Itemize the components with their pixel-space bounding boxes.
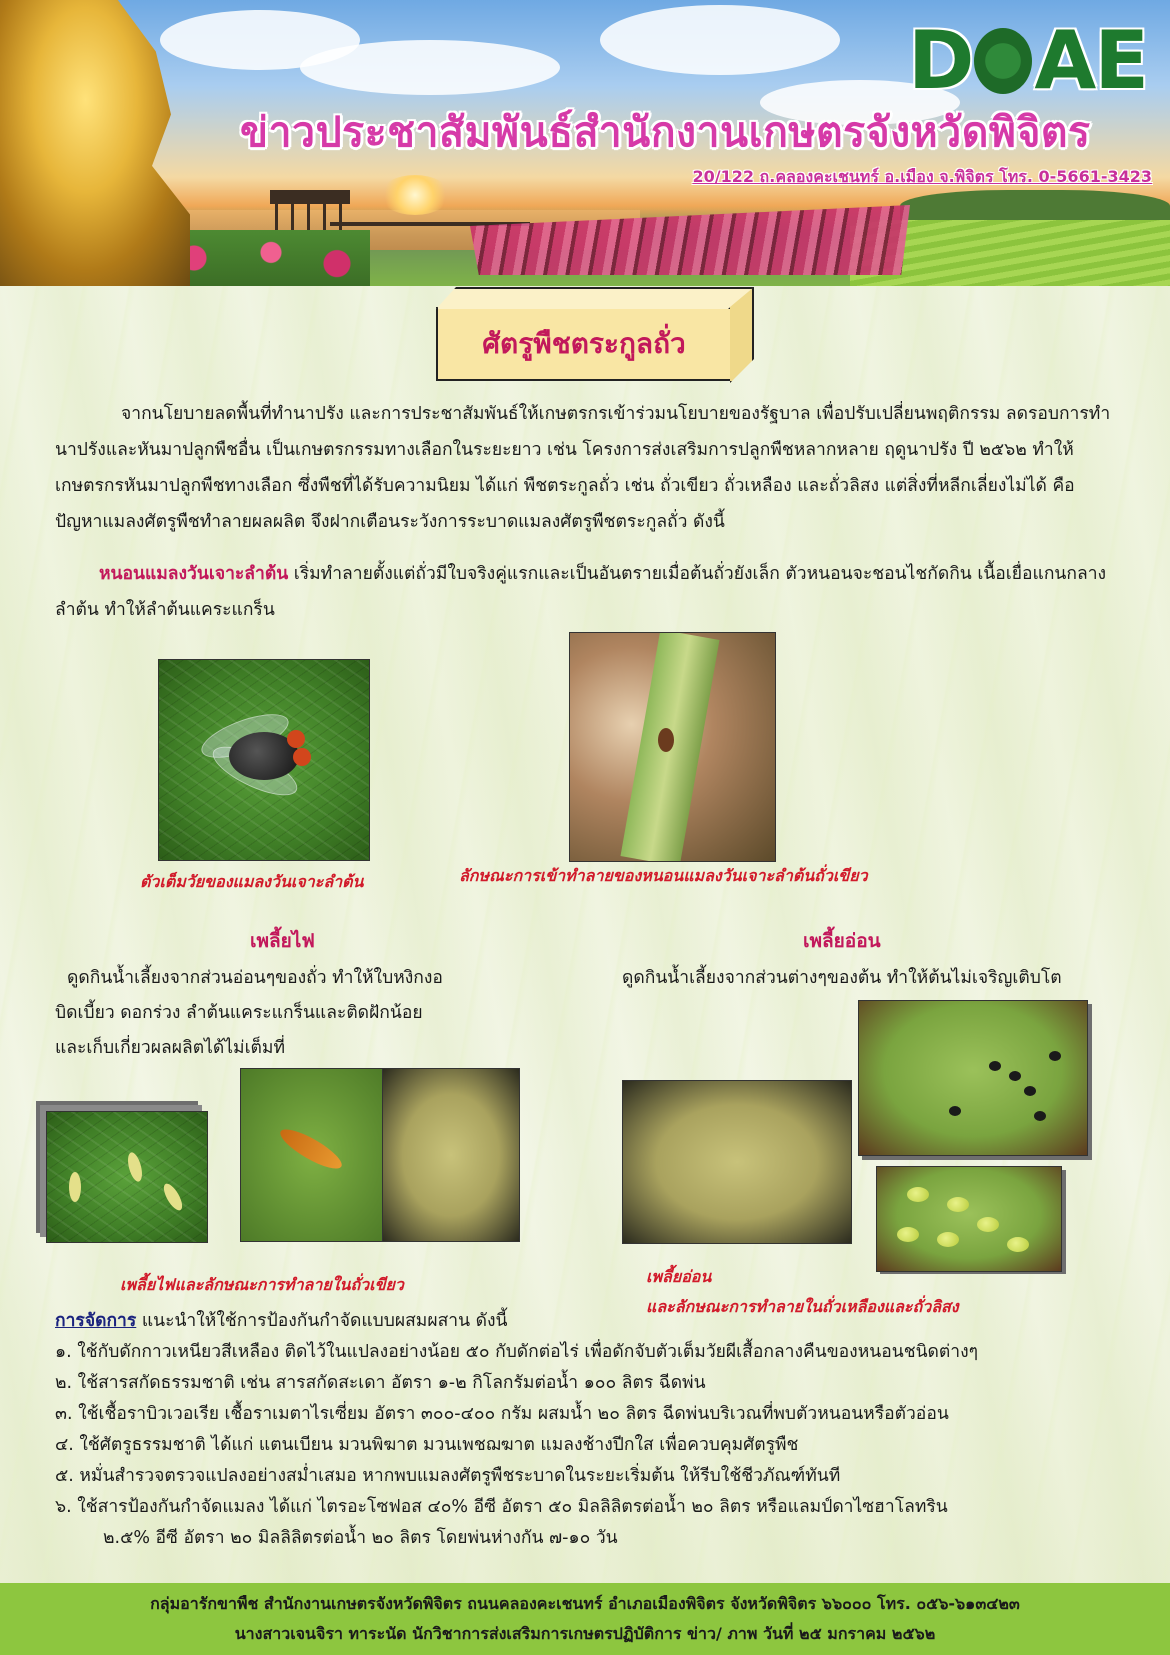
management-heading-rest: แนะนำให้ใช้การป้องกันกำจัดแบบผสมผสาน ดังนี้ <box>136 1311 508 1331</box>
stem-fly-damage-photo <box>569 632 776 862</box>
stem-fly-paragraph <box>55 556 1115 628</box>
stem-fly-description: เริ่มทำลายตั้งแต่ถั่วมีใบจริงคู่แรกและเป็นอันตรายเมื่อต้นถั่วยังเล็ก ตัวหนอนจะชอนไชกัดกิน เนื้อเยื่อแกนกลางลำต้น ทำให้ลำต้นแคระแกร็น <box>55 564 1107 620</box>
cloud <box>300 40 560 95</box>
article-title-box <box>436 307 732 381</box>
cloud <box>600 5 840 75</box>
management-item: ๖. ใช้สารป้องกันกำจัดแมลง ได้แก่ ไตรอะโซฟอส ๔๐% อีซี อัตรา ๕๐ มิลลิลิตรต่อน้ำ ๒๐ ลิตร หรือแลมป์ดาไซฮาโลทริน <box>55 1497 948 1517</box>
intro-text: จากนโยบายลดพื้นที่ทำนาปรัง และการประชาสัมพันธ์ให้เกษตรกรเข้าร่วมนโยบายของรัฐบาล เพื่อปรับเปลี่ยนพฤติกรรม ลดรอบการทำนาปรังและหันมาปลูกพืชอื่น เป็นเกษตรกรรมทางเลือกในระยะยาว เช่น โครงการส่งเสริมการปลูกพืชหลากหลาย ฤดูนาปรัง ปี ๒๕๖๒ ทำให้เกษตรกรหันมาปลูกพืชทางเลือก ซึ่งพืชที่ได้รับความนิยม ได้แก่ พืชตระกูลถั่ว เช่น ถั่วเขียว ถั่วเหลือง และถั่วลิสง แต่สิ่งที่หลีกเลี่ยงไม่ได้ คือปัญหาแมลงศัตรูพืชทำลายผลผลิต จึงฝากเตือนระวังการระบาดแมลงศัตรูพืชตระกูลถั่ว ดังนี้ <box>55 404 1111 532</box>
caption-thrips: เพลี้ยไฟและลักษณะการทำลายในถั่วเขียว <box>120 1275 404 1294</box>
green-aphid-photo <box>876 1166 1062 1272</box>
thrips-description <box>55 961 535 1066</box>
header-banner <box>0 0 1170 286</box>
footer-address: กลุ่มอารักขาพืช สำนักงานเกษตรจังหวัดพิจิตร ถนนคลองคะเชนทร์ อำเภอเมืองพิจิตร จังหวัดพิจิตร ๖๖๐๐๐ โทร. ๐๕๖-๖๑๓๔๒๓ <box>150 1594 1020 1613</box>
thrips-adult-photo <box>240 1068 387 1242</box>
aphid-damage-leaf-photo <box>622 1080 852 1244</box>
thrips-line-2: บิดเบี้ยว ดอกร่วง ลำต้นแคระแกร็นและติดฝักน้อย <box>55 1003 423 1023</box>
thrips-heading: เพลี้ยไฟ <box>250 930 315 952</box>
stem-fly-adult-photo <box>158 659 370 861</box>
management-item: ๓. ใช้เชื้อราบิวเวอเรีย เชื้อราเมตาไรเซี่ยม อัตรา ๓๐๐-๔๐๐ กรัม ผสมน้ำ ๒๐ ลิตร ฉีดพ่นบริเวณที่พบตัวหนอนหรือตัวอ่อน <box>55 1404 949 1424</box>
footer-credit: นางสาวเจนจิรา ทาระนัด นักวิชาการส่งเสริมการเกษตรปฏิบัติการ ข่าว/ ภาพ วันที่ ๒๕ มกราคม ๒๕๖๒ <box>234 1624 936 1643</box>
aphid-colony-photo <box>858 1000 1088 1156</box>
footer <box>0 1583 1170 1655</box>
management-item: ๑. ใช้กับดักกาวเหนียวสีเหลือง ติดไว้ในแปลงอย่างน้อย ๕๐ กับดักต่อไร่ เพื่อดักจับตัวเต็มวัยผีเสื้อกลางคืนของหนอนชนิดต่างๆ <box>55 1342 979 1362</box>
caption-aphid-1: เพลี้ยอ่อน <box>646 1267 712 1286</box>
intro-paragraph <box>55 396 1115 540</box>
caption-stem-fly-adult: ตัวเต็มวัยของแมลงวันเจาะลำต้น <box>140 872 364 891</box>
aphid-heading: เพลี้ยอ่อน <box>803 930 881 952</box>
management-section <box>55 1306 1135 1554</box>
thrips-larvae-photo <box>46 1111 208 1243</box>
banner-title: ข่าวประชาสัมพันธ์สำนักงานเกษตรจังหวัดพิจิตร <box>240 108 1091 156</box>
doae-logo <box>908 14 1147 107</box>
thrips-damage-leaf-photo <box>382 1068 520 1242</box>
management-item-continuation: ๒.๕% อีซี อัตรา ๒๐ มิลลิลิตรต่อน้ำ ๒๐ ลิตร โดยพ่นห่างกัน ๗-๑๐ วัน <box>103 1528 618 1548</box>
logo-letters-ae: AE <box>1034 14 1147 107</box>
logo-letter-d: D <box>908 14 973 107</box>
management-heading: การจัดการ <box>55 1311 137 1331</box>
aphid-description: ดูดกินน้ำเลี้ยงจากส่วนต่างๆของต้น ทำให้ต้นไม่เจริญเติบโต <box>622 968 1062 988</box>
caption-aphid-2: และลักษณะการทำลายในถั่วเหลืองและถั่วลิสง <box>646 1297 959 1316</box>
management-intro <box>55 1306 1135 1337</box>
management-item: ๕. หมั่นสำรวจตรวจแปลงอย่างสม่ำเสมอ หากพบแมลงศัตรูพืชระบาดในระยะเริ่มต้น ให้รีบใช้ชีวภัณฑ์ทันที <box>55 1466 841 1486</box>
management-item: ๒. ใช้สารสกัดธรรมชาติ เช่น สารสกัดสะเดา อัตรา ๑-๒ กิโลกรัมต่อน้ำ ๑๐๐ ลิตร ฉีดพ่น <box>55 1373 706 1393</box>
caption-stem-fly-damage: ลักษณะการเข้าทำลายของหนอนแมลงวันเจาะลำต้นถั่วเขียว <box>459 866 868 885</box>
thrips-line-1: ดูดกินน้ำเลี้ยงจากส่วนอ่อนๆของถั่ว ทำให้ใบหงิกงอ <box>67 968 443 988</box>
thrips-line-3: และเก็บเกี่ยวผลผลิตได้ไม่เต็มที่ <box>55 1038 285 1058</box>
stem-fly-heading: หนอนแมลงวันเจาะลำต้น <box>99 564 289 584</box>
banner-address: 20/122 ถ.คลองคะเชนทร์ อ.เมือง จ.พิจิตร โทร. 0-5661-3423 <box>692 167 1152 186</box>
management-item: ๔. ใช้ศัตรูธรรมชาติ ได้แก่ แตนเบียน มวนพิฆาต มวนเพชฌฆาต แมลงช้างปีกใส เพื่อควบคุมศัตรูพืช <box>55 1435 799 1455</box>
sunset-sun <box>380 175 450 215</box>
doae-seal-icon <box>974 28 1032 94</box>
article-title: ศัตรูพืชตระกูลถั่ว <box>482 327 686 360</box>
